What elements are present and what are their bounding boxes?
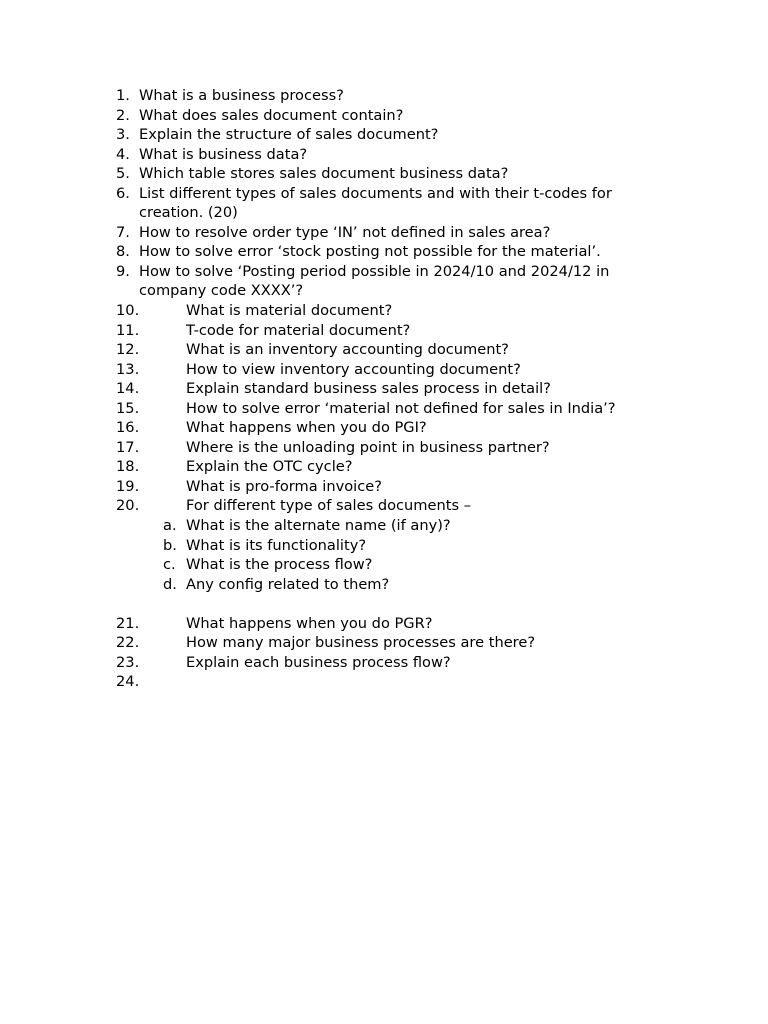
sub-item-text: What is the process flow? <box>186 556 373 574</box>
sub-item-text: Any config related to them? <box>186 575 390 593</box>
list-item <box>0 438 768 458</box>
item-number: 4. <box>116 145 130 163</box>
list-item <box>0 86 768 106</box>
sub-list-item <box>0 536 768 556</box>
sub-list-item <box>0 575 768 595</box>
item-number: 24. <box>116 673 140 691</box>
sub-item-letter: d. <box>163 575 177 593</box>
item-text: How to solve error ‘stock posting not possible for the material’. <box>139 243 601 261</box>
item-number: 16. <box>116 419 140 437</box>
item-number: 19. <box>116 477 140 495</box>
list-item <box>0 614 768 634</box>
list-item <box>0 399 768 419</box>
item-number: 10. <box>116 302 140 320</box>
item-number: 13. <box>116 360 140 378</box>
item-number: 3. <box>116 126 130 144</box>
list-item <box>0 145 768 165</box>
item-text: Explain the structure of sales document? <box>139 126 439 144</box>
item-number: 8. <box>116 243 130 261</box>
sub-item-letter: b. <box>163 536 177 554</box>
item-text: Explain the OTC cycle? <box>186 458 353 476</box>
item-number: 11. <box>116 321 140 339</box>
list-item-continuation <box>0 203 768 223</box>
item-text: What does sales document contain? <box>139 106 404 124</box>
blank-line <box>0 594 768 614</box>
item-number: 2. <box>116 106 130 124</box>
item-number: 6. <box>116 184 130 202</box>
list-item <box>0 262 768 282</box>
item-number: 20. <box>116 497 140 515</box>
list-item <box>0 418 768 438</box>
item-text: What is material document? <box>186 302 393 320</box>
item-number: 9. <box>116 262 130 280</box>
item-text: What is an inventory accounting document? <box>186 341 509 359</box>
list-item <box>0 457 768 477</box>
list-item <box>0 223 768 243</box>
item-text: How many major business processes are there? <box>186 634 536 652</box>
item-text: What is business data? <box>139 145 308 163</box>
item-number: 17. <box>116 438 140 456</box>
item-text: What is pro-forma invoice? <box>186 477 382 495</box>
item-text: T-code for material document? <box>186 321 411 339</box>
list-item <box>0 106 768 126</box>
item-text: Explain each business process flow? <box>186 653 451 671</box>
list-item <box>0 184 768 204</box>
item-text: What happens when you do PGI? <box>186 419 427 437</box>
sub-item-text: What is its functionality? <box>186 536 367 554</box>
list-item <box>0 242 768 262</box>
list-item <box>0 360 768 380</box>
item-text-continuation: creation. (20) <box>139 204 238 222</box>
list-item <box>0 164 768 184</box>
item-number: 14. <box>116 380 140 398</box>
sub-list-item <box>0 555 768 575</box>
item-text: List different types of sales documents and with their t-codes for <box>139 184 612 202</box>
item-number: 21. <box>116 614 140 632</box>
item-text-continuation: company code XXXX’? <box>139 282 304 300</box>
list-item <box>0 379 768 399</box>
item-number: 7. <box>116 223 130 241</box>
list-item-continuation <box>0 281 768 301</box>
list-item <box>0 653 768 673</box>
list-item <box>0 301 768 321</box>
list-item <box>0 125 768 145</box>
item-text: Where is the unloading point in business partner? <box>186 438 550 456</box>
item-number: 1. <box>116 87 130 104</box>
sub-item-letter: c. <box>163 556 176 574</box>
item-number: 22. <box>116 634 140 652</box>
item-text: How to solve error ‘material not defined for sales in India’? <box>186 399 616 417</box>
sub-list-item <box>0 516 768 536</box>
item-text: What happens when you do PGR? <box>186 614 433 632</box>
sub-item-letter: a. <box>163 517 177 535</box>
item-number: 18. <box>116 458 140 476</box>
item-text: How to resolve order type ‘IN’ not defined in sales area? <box>139 223 551 241</box>
list-item <box>0 672 768 692</box>
list-item <box>0 321 768 341</box>
item-text: Which table stores sales document business data? <box>139 165 509 183</box>
item-number: 23. <box>116 653 140 671</box>
list-item <box>0 477 768 497</box>
item-text: What is a business process? <box>139 87 344 104</box>
item-text: Explain standard business sales process in detail? <box>186 380 551 398</box>
question-list <box>0 86 768 692</box>
sub-item-text: What is the alternate name (if any)? <box>186 517 451 535</box>
list-item <box>0 340 768 360</box>
item-number: 15. <box>116 399 140 417</box>
list-item <box>0 633 768 653</box>
item-text: For different type of sales documents – <box>186 497 471 515</box>
item-text: How to view inventory accounting document? <box>186 360 521 378</box>
item-number: 5. <box>116 165 130 183</box>
item-text: How to solve ‘Posting period possible in 2024/10 and 2024/12 in <box>139 262 610 280</box>
list-item <box>0 496 768 516</box>
item-number: 12. <box>116 341 140 359</box>
